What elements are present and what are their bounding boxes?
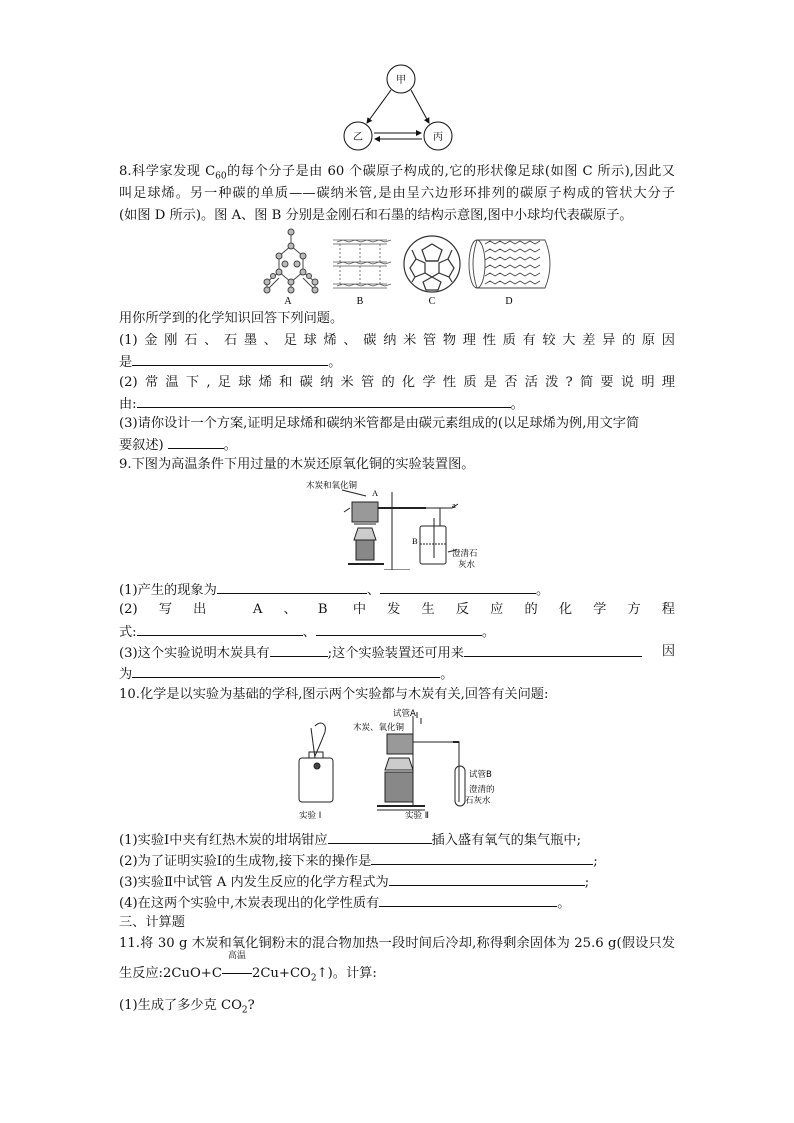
fig9-label-a-upper: A xyxy=(372,488,379,498)
label-bing: 丙 xyxy=(433,132,443,143)
q11-line-2: 生反应:2CuO+C 高温 $2Cu+CO_2↑$)。计算: xyxy=(119,951,377,984)
q8-line-3: (如图 D 所示)。图 A、图 B 分别是金刚石和石墨的结构示意图,图中小球均代表碳原子。 xyxy=(119,208,633,223)
q8-part1-line1: (1)金刚石、石墨、足球烯、碳纳米管物理性质有较大差异的原因 xyxy=(119,333,675,348)
fig-label-d: D xyxy=(505,296,513,307)
q10-answer-blank-2[interactable] xyxy=(371,850,593,865)
q8-part3-line2: 要叙述) 。 xyxy=(119,434,675,456)
reaction-condition-arrow: 高温 xyxy=(222,964,252,984)
q8-part2-line2: 由: 。 xyxy=(119,393,675,415)
q8-line-2: 叫足球烯。另一种碳的单质——碳纳米管,是由呈六边形环排列的碳原子构成的管状大分子 xyxy=(119,186,675,201)
q9-answer-blank-1[interactable] xyxy=(217,579,367,594)
q9-part2-line2: 式: 、 。 xyxy=(119,621,675,643)
q8-answer-blank-2[interactable] xyxy=(137,393,511,408)
carbon-structures-figure xyxy=(255,228,555,308)
buckyball-structure xyxy=(404,236,460,292)
q8-answer-blank-3[interactable] xyxy=(168,434,224,449)
graphite-structure xyxy=(333,240,391,288)
label-yi: 乙 xyxy=(353,132,363,143)
q10-answer-blank-1[interactable] xyxy=(328,829,432,844)
fig-label-c: C xyxy=(428,296,436,307)
q9-part3-line2: 为 。 xyxy=(119,663,675,685)
q10-part2: (2)为了证明实验Ⅰ的生成物,接下来的操作是 ; xyxy=(119,850,675,872)
label-jia: 甲 xyxy=(396,75,406,86)
fig10-label-exp-1: 实验 Ⅰ xyxy=(299,811,322,821)
q10-part1: (1)实验Ⅰ中夹有红热木炭的坩埚钳应 插入盛有氧气的集气瓶中; xyxy=(119,829,675,851)
q11-line-1: 11.将 30 g 木炭和氧化铜粉末的混合物加热一段时间后冷却,称得剩余固体为 25.6 g(假设只发 xyxy=(119,936,675,951)
q8-part1-line2: 是 。 xyxy=(119,351,675,373)
fig10-label-lime-1: 澄清的 xyxy=(469,785,495,795)
q10-answer-blank-4[interactable] xyxy=(379,892,557,907)
q9-title: 9.下图为高温条件下用过量的木炭还原氧化铜的实验装置图。 xyxy=(119,457,475,472)
q10-title: 10.化学是以实验为基础的学科,图示两个实验都与木炭有关,回答有关问题: xyxy=(119,687,549,702)
reduction-apparatus-figure xyxy=(300,478,485,570)
nanotube-structure xyxy=(469,240,550,288)
charcoal-experiments-figure xyxy=(285,706,510,822)
q9-answer-blank-2[interactable] xyxy=(380,579,536,594)
q8-part2-line1: (2)常温下,足球烯和碳纳米管的化学性质是否活泼?简要说明理 xyxy=(119,375,675,390)
q9-answer-blank-7[interactable] xyxy=(132,663,440,678)
q8-intro: 用你所学到的化学知识回答下列问题。 xyxy=(119,311,344,326)
q9-answer-blank-6[interactable] xyxy=(464,642,642,657)
q8-line-1: 8.科学家发现 $C_{60}$的每个分子是由 60 个碳原子构成的,它的形状像足球(如图 C 所示),因此又 xyxy=(119,164,675,182)
q9-answer-blank-3[interactable] xyxy=(137,621,303,636)
fig10-label-tube-b: 试管B xyxy=(469,770,492,780)
q11-part1: (1)生成了多少克 $CO_2$? xyxy=(119,998,255,1016)
fig9-label-mixture: 木炭和氧化铜 xyxy=(306,481,358,491)
q8-answer-blank-1[interactable] xyxy=(132,351,328,366)
diamond-structure xyxy=(264,229,318,293)
q10-answer-blank-3[interactable] xyxy=(389,871,585,886)
q9-part1: (1)产生的现象为 、 。 xyxy=(119,579,675,601)
conversion-triangle-diagram xyxy=(335,62,465,154)
arrow-jia-bing xyxy=(411,90,429,123)
fig10-label-exp-2: 实验 Ⅱ xyxy=(405,811,429,821)
fig9-label-a-lower: a xyxy=(452,500,456,510)
fig-label-a: A xyxy=(284,296,292,307)
fig10-label-tube-a: 试管A xyxy=(393,709,416,719)
section-3-heading: 三、计算题 xyxy=(119,915,185,930)
q8-part3-line1: (3)请你设计一个方案,证明足球烯和碳纳米管都是由碳元素组成的(以足球烯为例,用文字简 xyxy=(119,416,640,431)
fig9-label-lime-2: 灰水 xyxy=(458,560,476,570)
arrow-jia-yi xyxy=(367,90,391,123)
q10-part4: (4)在这两个实验中,木炭表现出的化学性质有 。 xyxy=(119,892,675,914)
q10-part3: (3)实验Ⅱ中试管 A 内发生反应的化学方程式为 ; xyxy=(119,871,675,893)
q9-part2-line1: (2)写出 A、B 中发生反应的化学方程 xyxy=(119,602,675,617)
q9-answer-blank-4[interactable] xyxy=(316,621,482,636)
fig-label-b: B xyxy=(356,296,364,307)
q9-part3-line1: (3)这个实验说明木炭具有 ;这个实验装置还可用来 因 xyxy=(119,644,675,661)
fig10-label-lime-2: 石灰水 xyxy=(465,796,491,806)
fig9-label-lime-1: 澄清石 xyxy=(452,549,478,559)
fig9-label-b: B xyxy=(412,536,418,546)
q9-answer-blank-5[interactable] xyxy=(270,642,328,657)
fig10-label-mixture: 木炭、氧化铜 xyxy=(353,723,405,733)
